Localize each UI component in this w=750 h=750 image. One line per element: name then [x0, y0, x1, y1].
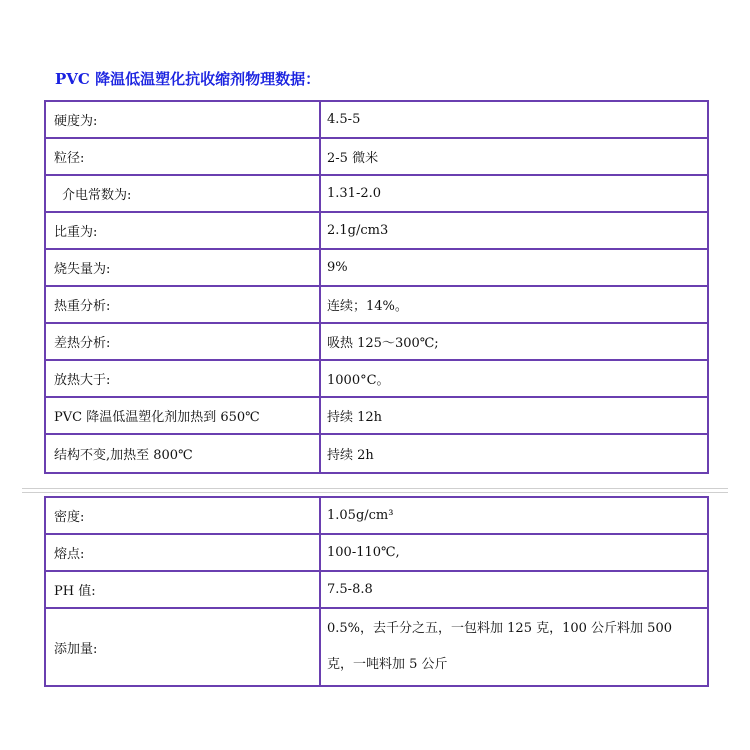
table-row: [46, 102, 707, 139]
properties-table-continued: [44, 496, 709, 687]
property-value: 0.5%，去千分之五，一包料加 125 克，100 公斤料加 500 克，一吨料加 5 公斤: [327, 621, 672, 672]
table-row: [46, 398, 707, 435]
property-label: PH 值:: [46, 572, 321, 607]
property-value: 7.5-8.8: [327, 582, 373, 597]
table-row: [46, 324, 707, 361]
property-value: 100-110℃,: [327, 545, 400, 560]
property-value: 持续 12h: [327, 410, 383, 425]
property-label: 放热大于:: [46, 361, 321, 396]
table-row: [46, 287, 707, 324]
property-label: 结构不变,加热至 800℃: [46, 435, 321, 472]
divider: [22, 492, 728, 493]
property-value: 1.31-2.0: [327, 186, 382, 201]
property-label: 介电常数为:: [46, 176, 321, 211]
page-title: PVC 降温低温塑化抗收缩剂物理数据：: [55, 70, 321, 88]
property-value: 4.5-5: [327, 112, 361, 127]
properties-table: [44, 100, 709, 474]
table-row: [46, 572, 707, 609]
property-value: 吸热 125～300℃;: [327, 336, 439, 351]
property-value: 2.1g/cm3: [327, 223, 389, 238]
divider: [22, 488, 728, 489]
property-label: 烧失量为:: [46, 250, 321, 285]
property-label: 熔点:: [46, 535, 321, 570]
property-value: 1.05g/cm³: [327, 508, 394, 523]
property-label: 热重分析:: [46, 287, 321, 322]
property-value: 2-5 微米: [327, 151, 379, 166]
table-row: [46, 498, 707, 535]
property-value: 1000°C。: [327, 373, 390, 388]
table-row: [46, 250, 707, 287]
property-label: 粒径:: [46, 139, 321, 174]
property-label: 硬度为:: [46, 102, 321, 137]
table-row: [46, 361, 707, 398]
property-label: 密度:: [46, 498, 321, 533]
property-label: 差热分析:: [46, 324, 321, 359]
property-value: 9%: [327, 260, 348, 275]
property-value: 连续；14%。: [327, 299, 408, 314]
property-label: 比重为:: [46, 213, 321, 248]
property-label: PVC 降温低温塑化剂加热到 650℃: [46, 398, 321, 433]
table-row: [46, 609, 707, 685]
table-row: [46, 139, 707, 176]
property-value: 持续 2h: [327, 448, 374, 463]
table-row: [46, 535, 707, 572]
table-row: [46, 213, 707, 250]
table-row: [46, 435, 707, 472]
table-row: [46, 176, 707, 213]
property-label: 添加量:: [46, 609, 321, 685]
